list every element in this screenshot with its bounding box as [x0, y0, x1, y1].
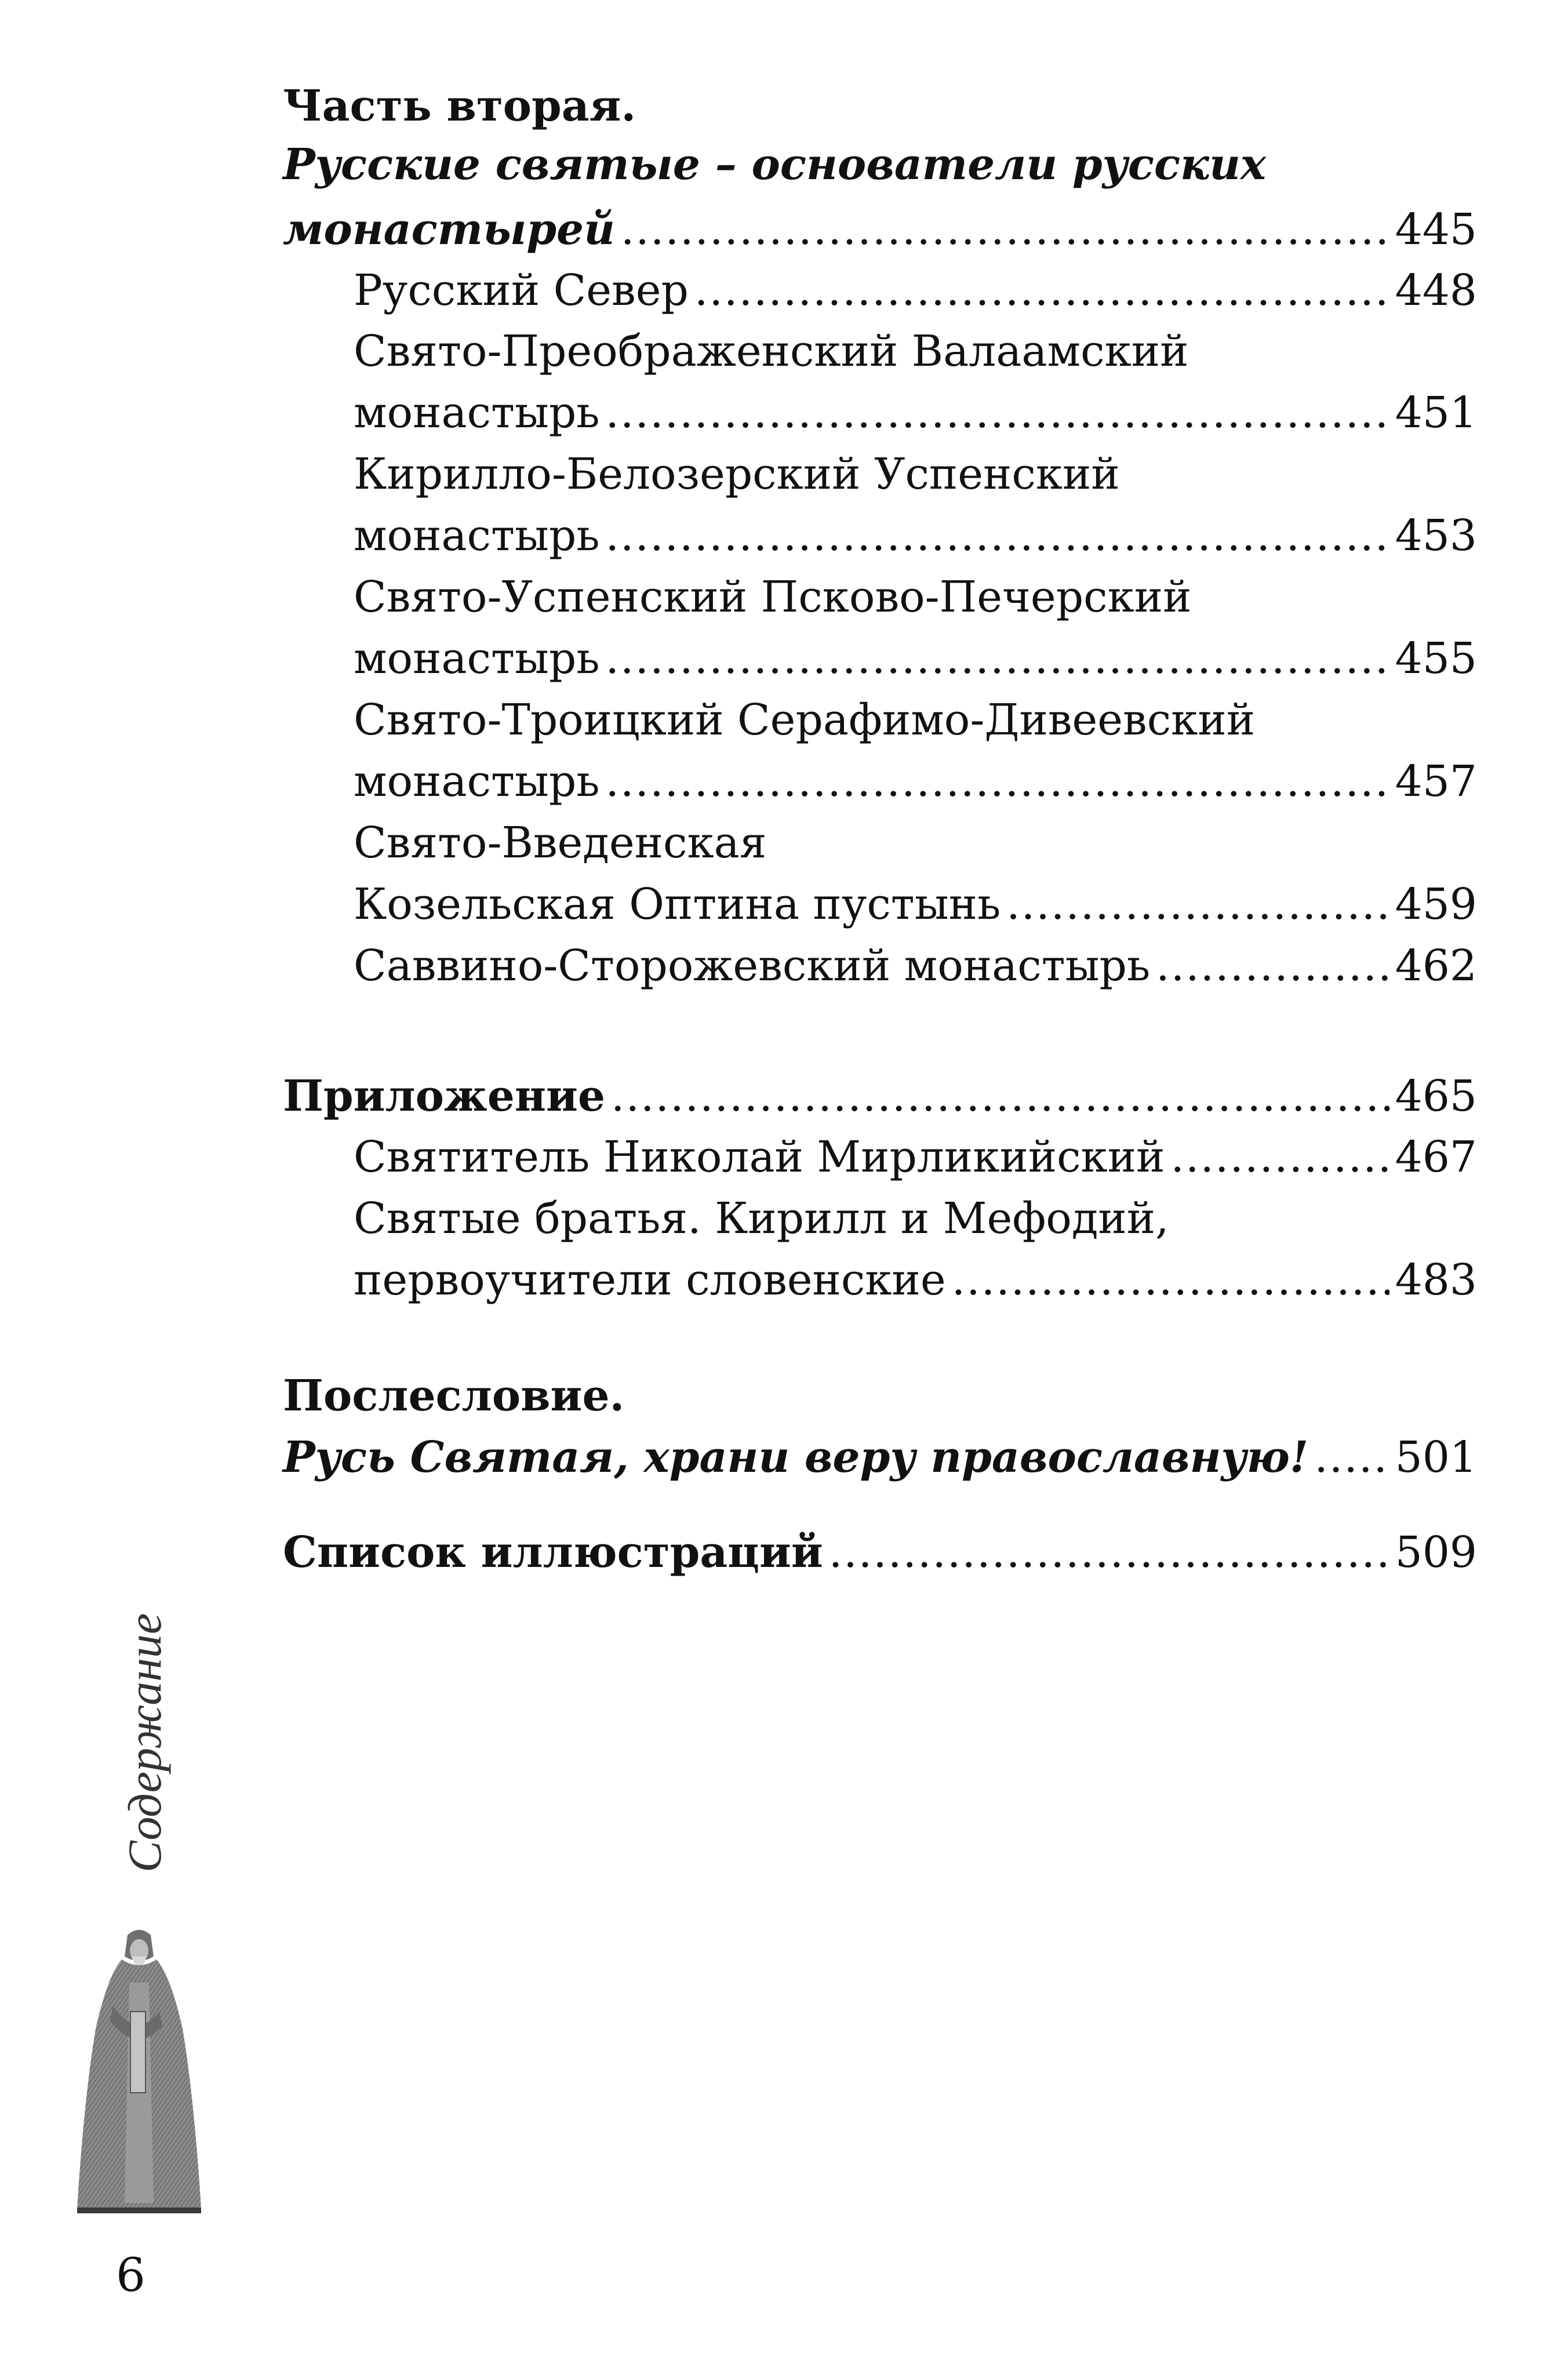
- page-number: 445: [1395, 205, 1477, 254]
- toc-item-diveevo-line1: Свято-Троицкий Серафимо-Дивеевский: [354, 695, 1256, 745]
- toc-item-kirill[interactable]: [354, 1252, 1477, 1308]
- toc-item-kirillo[interactable]: [354, 508, 1477, 563]
- appendix-heading: Приложение: [283, 1071, 605, 1121]
- part2-heading: Часть вторая.: [283, 81, 636, 131]
- leader-dots: [1156, 938, 1389, 994]
- leader-dots: [1170, 1129, 1389, 1185]
- part2-subtitle-line1: Русские святые – основатели русских: [283, 140, 1267, 190]
- toc-item-title: Русский Север: [354, 266, 689, 315]
- toc-item-title: первоучители словенские: [354, 1255, 946, 1305]
- page-number: 455: [1395, 634, 1477, 683]
- afterword-entry[interactable]: [283, 1430, 1477, 1485]
- toc-item-kirill-line1: Святые братья. Кирилл и Мефодий,: [354, 1194, 1169, 1243]
- toc-item-russian-north[interactable]: [354, 263, 1477, 318]
- leader-dots: [606, 631, 1389, 686]
- toc-item-pskovo[interactable]: [354, 631, 1477, 686]
- toc-item-pskovo-line1: Свято-Успенский Псково-Печерский: [354, 572, 1192, 622]
- toc-item-savvino[interactable]: [354, 938, 1477, 994]
- afterword-subtitle: Русь Святая, храни веру православную!: [283, 1432, 1309, 1482]
- toc-item-title: монастырь: [354, 634, 600, 683]
- page-number: 451: [1395, 388, 1477, 438]
- appendix-entry[interactable]: [283, 1068, 1477, 1124]
- page-number: 465: [1395, 1071, 1477, 1121]
- leader-dots: [1314, 1430, 1389, 1485]
- toc-item-valaam-line1: Свято-Преображенский Валаамский: [354, 326, 1189, 376]
- toc-item-diveevo[interactable]: [354, 754, 1477, 809]
- monk-figure-icon: [72, 1925, 206, 2220]
- leader-dots: [694, 263, 1389, 318]
- toc-item-optina-line1: Свято-Введенская: [354, 818, 767, 868]
- toc-item-valaam[interactable]: [354, 385, 1477, 441]
- toc-item-title: монастырь: [354, 511, 600, 561]
- toc-item-nikolai[interactable]: [354, 1129, 1477, 1185]
- page-number: 453: [1395, 511, 1477, 561]
- toc-item-title: монастырь: [354, 757, 600, 806]
- leader-dots: [606, 508, 1389, 563]
- page-folio: 6: [116, 2248, 145, 2302]
- illustrations-entry[interactable]: [283, 1525, 1477, 1580]
- part2-subtitle-line2: монастырей: [283, 205, 615, 254]
- page-number: 483: [1395, 1255, 1477, 1305]
- toc-item-title: Святитель Николай Мирликийский: [354, 1132, 1165, 1182]
- running-header-vertical: Содержание: [118, 1613, 171, 1872]
- page-number: 448: [1395, 266, 1477, 315]
- page-number: 457: [1395, 757, 1477, 806]
- page-number: 501: [1395, 1432, 1477, 1482]
- leader-dots: [829, 1525, 1389, 1580]
- page-number: 459: [1395, 879, 1477, 929]
- leader-dots: [1006, 877, 1389, 932]
- page-number: 467: [1395, 1132, 1477, 1182]
- page-number: 462: [1395, 941, 1477, 991]
- toc-item-optina[interactable]: [354, 877, 1477, 932]
- part2-entry[interactable]: [283, 202, 1477, 257]
- leader-dots: [621, 202, 1389, 257]
- toc-item-kirillo-line1: Кирилло-Белозерский Успенский: [354, 449, 1120, 499]
- toc-item-title: Саввино-Сторожевский монастырь: [354, 941, 1151, 991]
- leader-dots: [606, 385, 1389, 441]
- leader-dots: [606, 754, 1389, 809]
- page-number: 509: [1395, 1528, 1477, 1577]
- leader-dots: [611, 1068, 1389, 1124]
- afterword-heading: Послесловие.: [283, 1371, 625, 1421]
- leader-dots: [952, 1252, 1389, 1308]
- toc-item-title: монастырь: [354, 388, 600, 438]
- illustrations-heading: Список иллюстраций: [283, 1528, 823, 1577]
- toc-item-title: Козельская Оптина пустынь: [354, 879, 1001, 929]
